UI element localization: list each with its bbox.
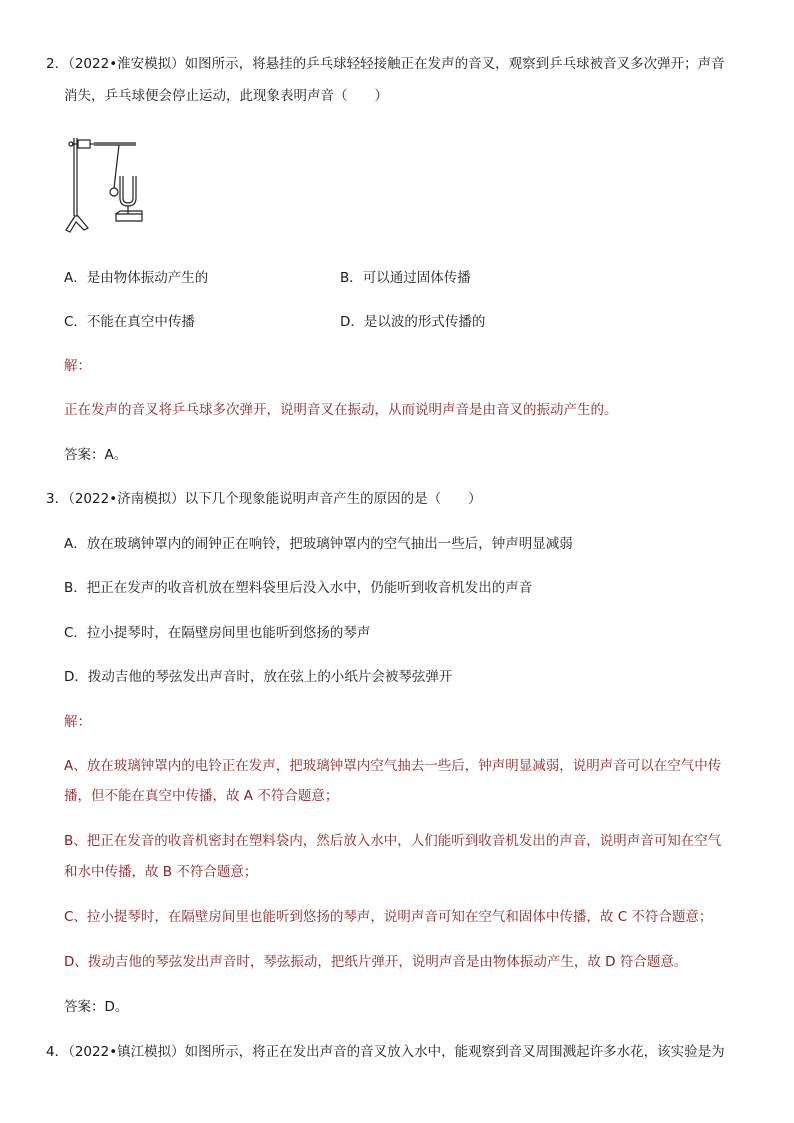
q2-solution-label: 解： <box>64 358 91 374</box>
q3-explanation-a-line1: A、放在玻璃钟罩内的电铃正在发声，把玻璃钟罩内空气抽去一些后，钟声明显减弱，说明声音可以在空气中传 <box>64 758 722 774</box>
q2-option-b: B．可以通过固体传播 <box>340 270 471 286</box>
q2-option-c: C．不能在真空中传播 <box>64 314 195 330</box>
q2-stem-line1: 2．（2022•淮安模拟）如图所示，将悬挂的乒乓球轻轻接触正在发声的音叉，观察到乒乓球被音叉多次弹开；声音 <box>46 56 725 72</box>
q3-option-b: B．把正在发声的收音机放在塑料袋里后没入水中，仍能听到收音机发出的声音 <box>64 580 533 596</box>
q2-option-d: D．是以波的形式传播的 <box>340 314 486 330</box>
q3-explanation-b-line1: B、把正在发音的收音机密封在塑料袋内，然后放入水中，人们能听到收音机发出的声音，说明声音可知在空气 <box>64 833 722 849</box>
q2-option-a: A．是由物体振动产生的 <box>64 270 209 286</box>
q3-option-c: C．拉小提琴时，在隔壁房间里也能听到悠扬的琴声 <box>64 625 371 641</box>
q3-stem: 3．（2022•济南模拟）以下几个现象能说明声音产生的原因的是（ ） <box>46 491 482 507</box>
q3-option-a: A．放在玻璃钟罩内的闹钟正在响铃，把玻璃钟罩内的空气抽出一些后，钟声明显减弱 <box>64 536 573 552</box>
q2-stem-line2: 消失，乒乓球便会停止运动，此现象表明声音（ ） <box>64 88 388 104</box>
pendulum-tuning-fork-figure <box>64 126 144 236</box>
q3-answer: 答案：D。 <box>64 999 129 1015</box>
q3-explanation-d: D、拨动吉他的琴弦发出声音时，琴弦振动，把纸片弹开，说明声音是由物体振动产生，故 D 符合题意。 <box>64 954 688 970</box>
q3-explanation-b-line2: 和水中传播，故 B 不符合题意； <box>64 864 258 880</box>
q2-explanation: 正在发声的音叉将乒乓球多次弹开，说明音叉在振动，从而说明声音是由音叉的振动产生的。 <box>64 402 618 418</box>
q3-explanation-a-line2: 播，但不能在真空中传播，故 A 不符合题意； <box>64 788 339 804</box>
q3-explanation-c: C、拉小提琴时，在隔壁房间里也能听到悠扬的琴声，说明声音可知在空气和固体中传播，故 C 不符合题意； <box>64 909 713 925</box>
q2-answer: 答案：A。 <box>64 447 128 463</box>
q3-option-d: D．拨动吉他的琴弦发出声音时，放在弦上的小纸片会被琴弦弹开 <box>64 669 453 685</box>
q3-solution-label: 解： <box>64 714 91 730</box>
q4-stem-line1: 4．（2022•镇江模拟）如图所示，将正在发出声音的音叉放入水中，能观察到音叉周围溅起许多水花，该实验是为 <box>46 1044 725 1060</box>
